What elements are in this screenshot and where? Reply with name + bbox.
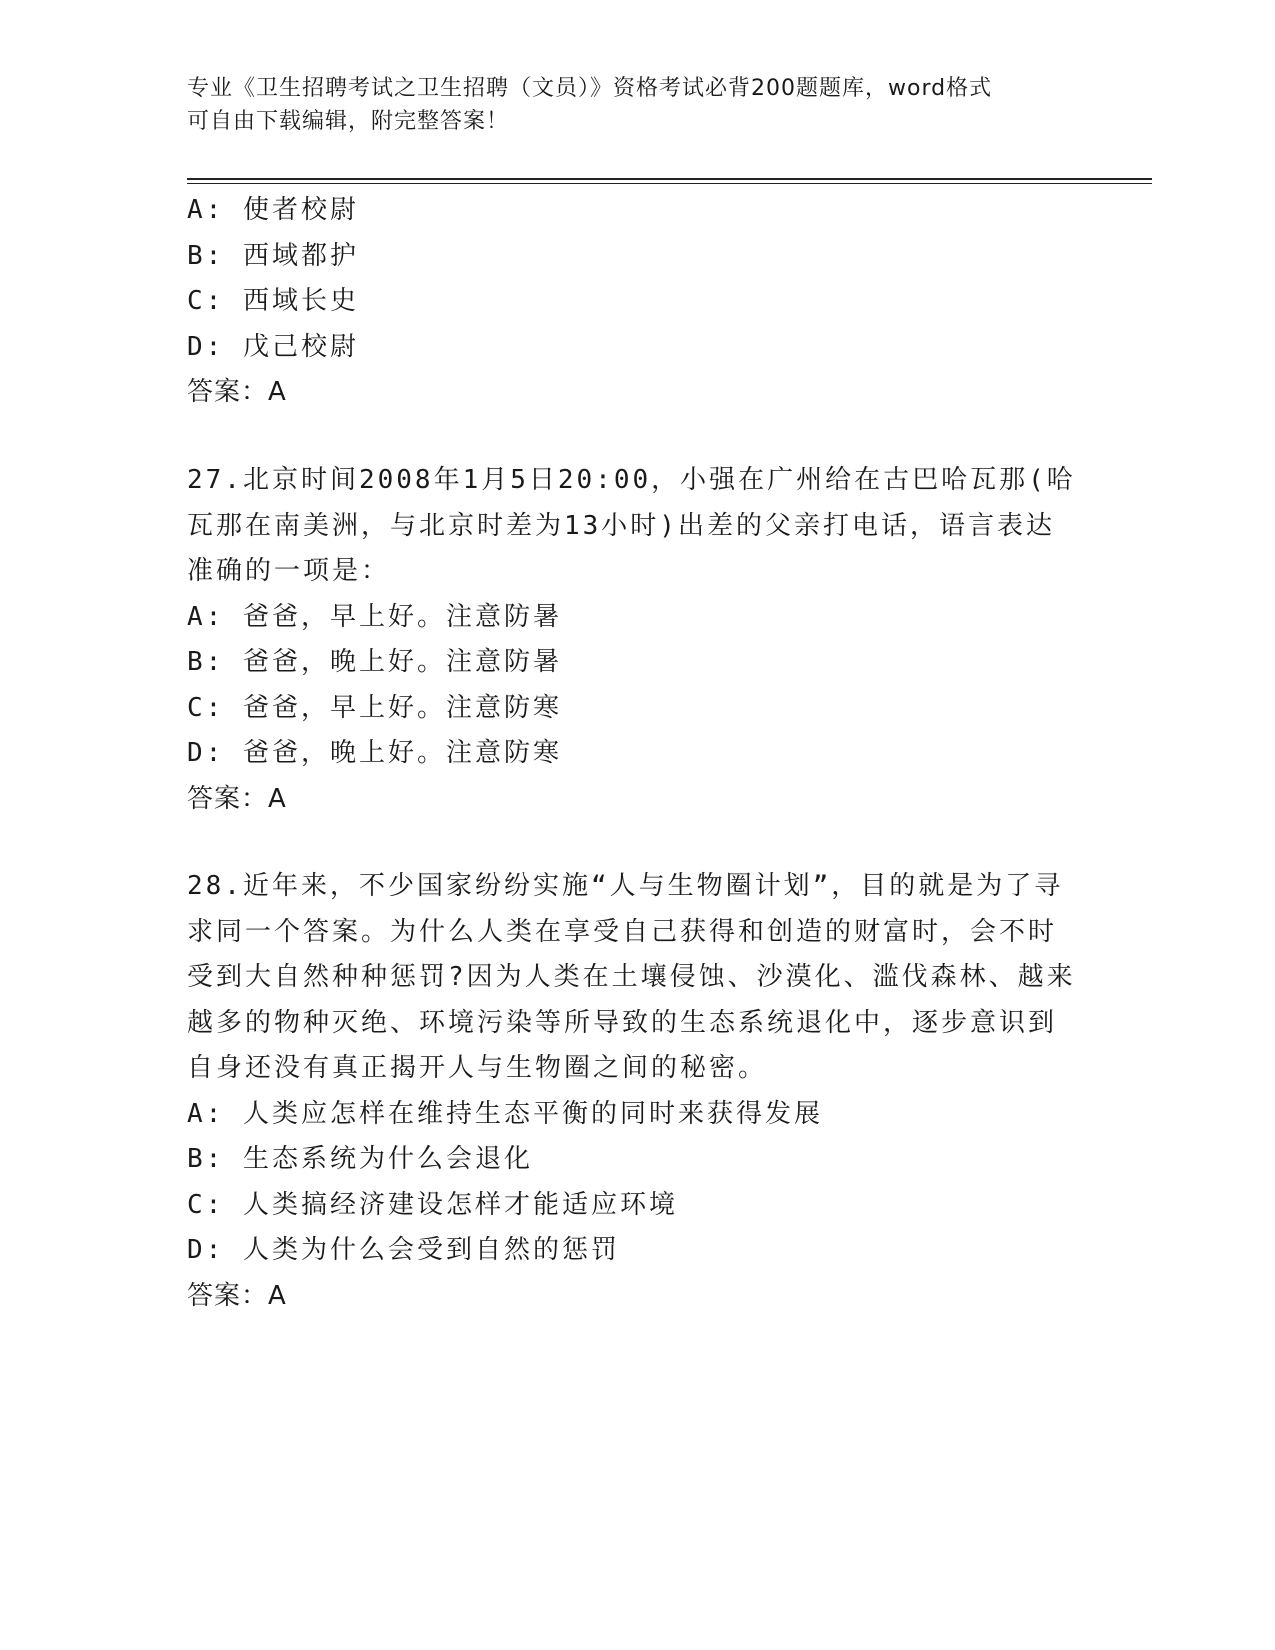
question-text-line: 受到大自然种种惩罚?因为人类在土壤侵蚀、沙漠化、滥伐森林、越来: [187, 962, 1076, 992]
header-divider-thick: [187, 178, 1152, 180]
option-d: D: 爸爸，晚上好。注意防寒: [187, 738, 562, 768]
option-a: A: 人类应怎样在维持生态平衡的同时来获得发展: [187, 1098, 823, 1129]
question-text-line: 27.北京时间2008年1月5日20:00，小强在广州给在古巴哈瓦那(哈: [187, 465, 1076, 495]
question-26: [187, 188, 1087, 416]
option-c: C: 西域长史: [187, 286, 359, 316]
answer-line: 答案：A: [187, 783, 287, 814]
question-text-line: 越多的物种灭绝、环境污染等所导致的生态系统退化中，逐步意识到: [187, 1007, 1058, 1038]
option-d: D: 戊己校尉: [187, 331, 359, 362]
question-text-line: 准确的一项是：: [187, 556, 391, 586]
header-divider-thin: [187, 183, 1152, 184]
question-text-line: 求同一个答案。为什么人类在享受自己获得和创造的财富时，会不时: [187, 916, 1058, 947]
option-b: B: 爸爸，晚上好。注意防暑: [187, 647, 562, 677]
option-c: C: 爸爸，早上好。注意防寒: [187, 692, 562, 723]
option-b: B: 生态系统为什么会退化: [187, 1144, 533, 1174]
header-line-1: 专业《卫生招聘考试之卫生招聘（文员）》资格考试必背200题题库，word格式: [187, 76, 993, 101]
question-27: [187, 458, 1087, 822]
option-a: A: 使者校尉: [187, 195, 359, 225]
document-header: [187, 72, 1087, 138]
question-text-line: 自身还没有真正揭开人与生物圈之间的秘密。: [187, 1053, 768, 1083]
question-text-line: 瓦那在南美洲，与北京时差为13小时)出差的父亲打电话，语言表达: [187, 510, 1055, 541]
answer-line: 答案：A: [187, 377, 287, 407]
header-line-2: 可自由下载编辑，附完整答案！: [187, 109, 510, 134]
option-a: A: 爸爸，早上好。注意防暑: [187, 601, 562, 632]
answer-line: 答案：A: [187, 1280, 287, 1311]
question-text-line: 28.近年来，不少国家纷纷实施“人与生物圈计划”，目的就是为了寻: [187, 871, 1064, 901]
option-c: C: 人类搞经济建设怎样才能适应环境: [187, 1189, 678, 1220]
question-28: [187, 864, 1087, 1319]
option-d: D: 人类为什么会受到自然的惩罚: [187, 1235, 620, 1265]
option-b: B: 西域都护: [187, 240, 359, 271]
